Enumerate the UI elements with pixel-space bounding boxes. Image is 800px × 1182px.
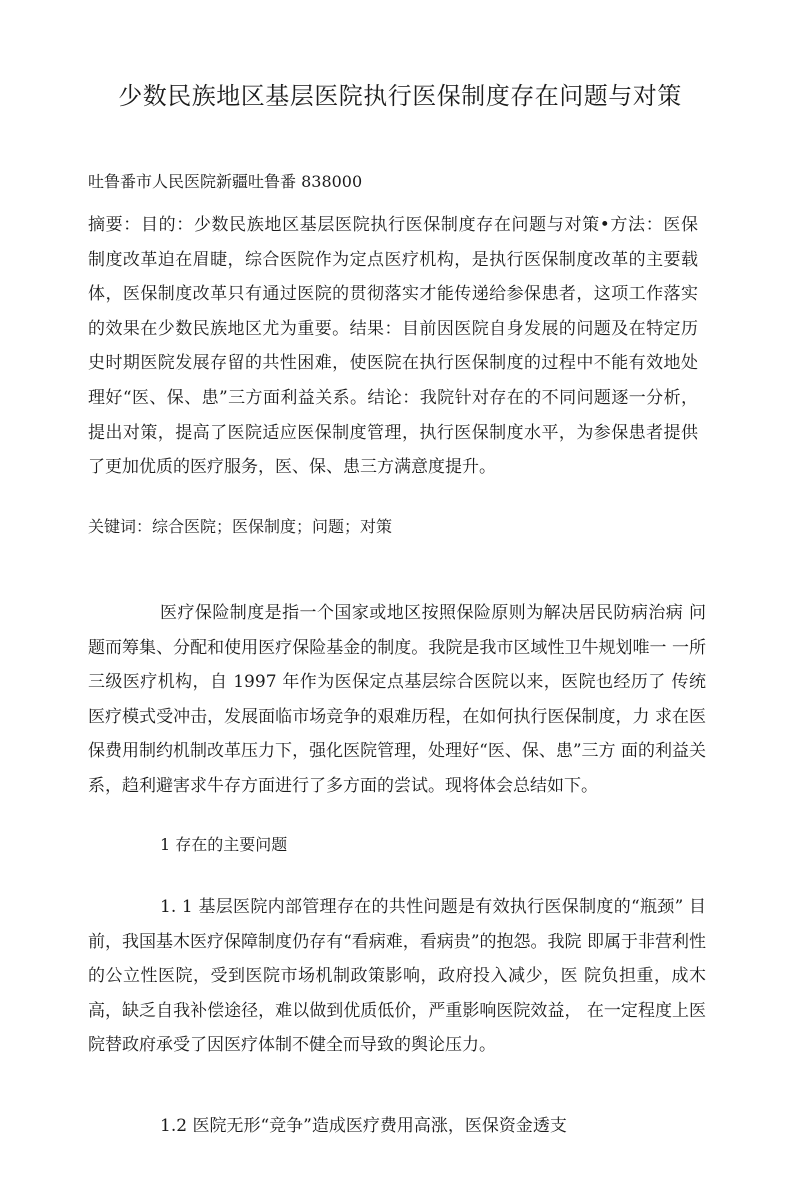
abstract-paragraph: 摘要：目的：少数民族地区基层医院执行医保制度存在问题与对策•方法：医保 制度改革迫在眉睫，综合医院作为定点医疗机构，是执行医保制度改革的主要载 体，医保制度改革只有通过医院的贯彻落实才能传递给参保患者，这项工作落实的效果在少数民族地区尤为重要。结果：目前因医院自身发展的问题及在特定历史时期医院发展存留的共性困难，使医院在执行医保制度的过程中不能有效地处理好“医、保、患”三方面利益关系。结论：我院针对存在的不同问题逐一分析，提出对策，提高了医院适应医保制度管理，执行医保制度水平，为参保患者提供了更加优质的医疗服务，医、保、患三方满意度提升。: [88, 215, 698, 478]
subsection-1-2-heading: 1.2 医院无形“竞争”造成医疗费用高涨，医保资金透支: [160, 1116, 567, 1136]
subsection-1-1-paragraph: 1. 1 基层医院内部管理存在的共性问题是有效执行医保制度的“瓶颈” 目前，我国基木医疗保障制度仍存有“看病难，看病贵”的抱怨。我院 即属于非营利性的公立性医院，受到医院市场机制政策影响，政府投入减少，医 院负担重，成木高，缺乏自我补偿途径，难以做到优质低价，严重影响医院效益， 在一定程度上医院替政府承受了因医疗体制不健全而导致的舆论压力。: [88, 897, 706, 1056]
intro-paragraph: 医疗保险制度是指一个国家或地区按照保险原则为解决居民防病治病 问题而筹集、分配和使用医疗保险基金的制度。我院是我市区域性卫牛规划唯一 一所三级医疗机构，自 1997 年作为医保定点基层综合医院以来，医院也经历了 传统医疗模式受冲击，发展面临市场竞争的艰难历程，在如何执行医保制度，力 求在医保费用制约机制改革压力下，强化医院管理，处理好“医、保、患”三方 面的利益关系，趋利避害求牛存方面进行了多方面的尝试。现将体会总结如下。: [88, 603, 706, 796]
document-title: 少数民族地区基层医院执行医保制度存在问题与对策: [118, 82, 682, 110]
author-affiliation: 吐鲁番市人民医院新疆吐鲁番 838000: [88, 172, 363, 191]
section-heading-1: 1 存在的主要问题: [160, 835, 288, 854]
keywords-line: 关键词：综合医院；医保制度；问题；对策: [88, 517, 393, 536]
